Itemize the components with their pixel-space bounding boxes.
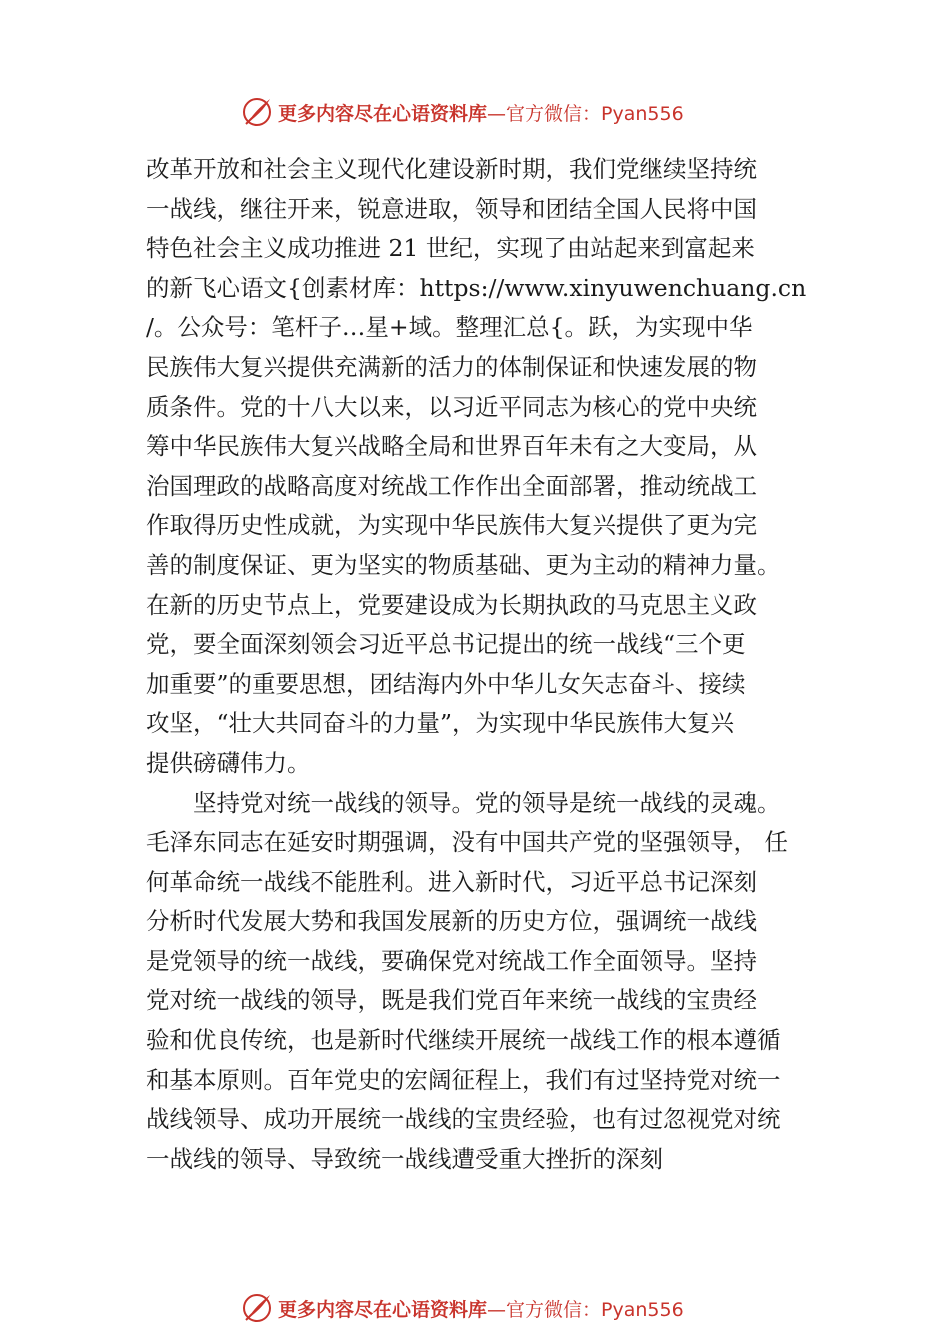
text-line: 战线领导、成功开展统一战线的宝贵经验，也有过忽视党对统 (146, 1105, 781, 1134)
text-line: 治国理政的战略高度对统战工作作出全面部署，推动统战工 (146, 471, 757, 500)
text-line: 何革命统一战线不能胜利。进入新时代，习近平总书记深刻 (146, 867, 757, 896)
text-line: 是党领导的统一战线，要确保党对统战工作全面领导。坚持 (146, 946, 757, 975)
text-line: 民族伟大复兴提供充满新的活力的体制保证和快速发展的物 (146, 352, 757, 381)
text-line: 加重要”的重要思想，团结海内外中华儿女矢志奋斗、接续 (146, 669, 746, 698)
text-line: 分析时代发展大势和我国发展新的历史方位，强调统一战线 (146, 907, 757, 936)
quill-logo-icon (240, 95, 274, 129)
text-line: 和基本原则。百年党史的宏阔征程上，我们有过坚持党对统一 (146, 1065, 781, 1094)
text-line: 的新飞心语文{创素材库：https://www.xinyuwenchuang.cn (146, 273, 807, 302)
text-line: 善的制度保证、更为坚实的物质基础、更为主动的精神力量。 (146, 550, 781, 579)
text-line: 改革开放和社会主义现代化建设新时期，我们党继续坚持统 (146, 155, 757, 183)
paragraph-start-line: 坚持党对统一战线的领导。党的领导是统一战线的灵魂。 (193, 788, 781, 817)
text-line: 攻坚，“壮大共同奋斗的力量”，为实现中华民族伟大复兴 (146, 709, 735, 738)
text-line: 质条件。党的十八大以来，以习近平同志为核心的党中央统 (146, 392, 757, 421)
text-line: 提供磅礴伟力。 (146, 748, 311, 777)
text-line: /。公众号：笔杆子…星+域。整理汇总{。跃，为实现中华 (146, 313, 753, 342)
text-line: 特色社会主义成功推进 21 世纪，实现了由站起来到富起来 (146, 234, 755, 263)
text-line: 在新的历史节点上，党要建设成为长期执政的马克思主义政 (146, 590, 757, 619)
header-banner (0, 92, 950, 132)
footer-banner (0, 1288, 950, 1328)
document-body (146, 150, 826, 1179)
text-line: 验和优良传统，也是新时代继续开展统一战线工作的根本遵循 (146, 1026, 781, 1055)
text-line: 筹中华民族伟大复兴战略全局和世界百年未有之大变局，从 (146, 432, 757, 461)
text-line: 党，要全面深刻领会习近平总书记提出的统一战线“三个更 (146, 630, 746, 659)
banner-title: 更多内容尽在心语资料库 (278, 102, 488, 125)
banner-title: 更多内容尽在心语资料库 (278, 1298, 488, 1321)
text-line: 一战线，继往开来，锐意进取，领导和团结全国人民将中国 (146, 194, 757, 223)
text-line: 党对统一战线的领导，既是我们党百年来统一战线的宝贵经 (146, 986, 757, 1015)
quill-logo-icon (240, 1291, 274, 1325)
text-line: 一战线的领导、导致统一战线遭受重大挫折的深刻 (146, 1144, 663, 1173)
banner-wechat: —官方微信：Pyan556 (487, 1298, 684, 1321)
banner-wechat: —官方微信：Pyan556 (487, 102, 684, 125)
text-line: 毛泽东同志在延安时期强调，没有中国共产党的坚强领导， 任 (146, 828, 788, 857)
text-line: 作取得历史性成就，为实现中华民族伟大复兴提供了更为完 (146, 511, 757, 540)
